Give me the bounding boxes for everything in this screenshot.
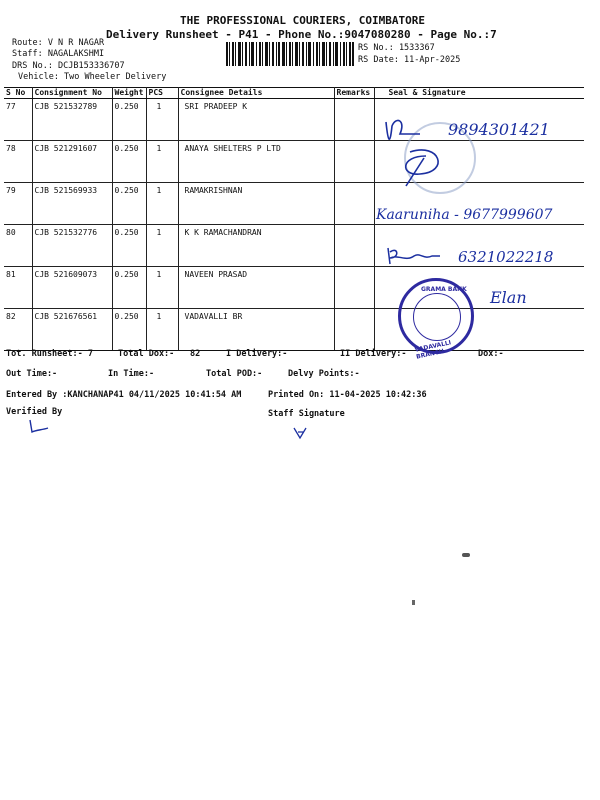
- handwritten-name-row79: Kaaruniha - 9677999607: [376, 207, 553, 223]
- cell-weight: 0.250: [112, 309, 146, 351]
- scan-speck: [462, 553, 470, 557]
- cell-consignee: SRI PRADEEP K: [178, 99, 334, 141]
- col-header-sno: S No: [4, 88, 32, 99]
- cell-sno: 78: [4, 141, 32, 183]
- dox-label: Dox:-: [478, 349, 504, 359]
- cell-consignee: RAMAKRISHNAN: [178, 183, 334, 225]
- cell-consignment: CJB 521532789: [32, 99, 112, 141]
- table-row: [4, 141, 584, 183]
- handwritten-phone-row80: 6321022218: [458, 248, 554, 266]
- barcode-icon: [226, 42, 354, 66]
- cell-consignment: CJB 521609073: [32, 267, 112, 309]
- handwritten-signature-row82: Elan: [490, 288, 527, 307]
- staff-label: Staff: NAGALAKSHMI: [12, 49, 105, 59]
- cell-weight: 0.250: [112, 141, 146, 183]
- verified-by-label: Verified By: [6, 407, 63, 417]
- entered-by: Entered By :KANCHANAP41 04/11/2025 10:41:54 AM: [6, 390, 242, 400]
- drs-number: DRS No.: DCJB153336707: [12, 61, 125, 71]
- col-header-consignee: Consignee Details: [178, 88, 334, 99]
- cell-remarks: [334, 141, 374, 183]
- total-pod-label: Total POD:-: [206, 369, 263, 379]
- cell-sno: 79: [4, 183, 32, 225]
- cell-consignee: VADAVALLI BR: [178, 309, 334, 351]
- staff-signature-label: Staff Signature: [268, 409, 345, 419]
- delvy-points-label: Delvy Points:-: [288, 369, 360, 379]
- handwritten-phone-row77: 9894301421: [448, 120, 550, 139]
- cell-sno: 77: [4, 99, 32, 141]
- ii-delivery-label: II Delivery:-: [340, 349, 407, 359]
- total-runsheet: Tot. Runsheet:- 7: [6, 349, 93, 359]
- total-dox-label: Total Dox:-: [118, 349, 175, 359]
- company-name: THE PROFESSIONAL COURIERS, COIMBATORE: [180, 14, 426, 27]
- cell-pcs: 1: [146, 309, 178, 351]
- bank-seal-stamp-icon: [398, 278, 474, 361]
- cell-remarks: [334, 99, 374, 141]
- vehicle-label: Vehicle: Two Wheeler Delivery: [18, 72, 167, 82]
- col-header-weight: Weight: [112, 88, 146, 99]
- signature-scribble-icon: [384, 244, 444, 268]
- staff-signature-icon: [292, 426, 310, 440]
- col-header-remarks: Remarks: [334, 88, 374, 99]
- scan-speck: [412, 600, 415, 605]
- cell-weight: 0.250: [112, 225, 146, 267]
- cell-remarks: [334, 309, 374, 351]
- printed-on: Printed On: 11-04-2025 10:42:36: [268, 390, 427, 400]
- cell-sno: 80: [4, 225, 32, 267]
- cell-pcs: 1: [146, 99, 178, 141]
- cell-weight: 0.250: [112, 99, 146, 141]
- rs-number: RS No.: 1533367: [358, 43, 435, 53]
- verified-signature-icon: [26, 418, 52, 436]
- cell-consignment: CJB 521676561: [32, 309, 112, 351]
- cell-pcs: 1: [146, 141, 178, 183]
- cell-weight: 0.250: [112, 267, 146, 309]
- col-header-consignment: Consignment No: [32, 88, 112, 99]
- i-delivery-label: I Delivery:-: [226, 349, 288, 359]
- cell-consignment: CJB 521291607: [32, 141, 112, 183]
- stamp-text-top: GRAMA BANK: [421, 286, 467, 293]
- cell-consignee: K K RAMACHANDRAN: [178, 225, 334, 267]
- in-time-label: In Time:-: [108, 369, 155, 379]
- cell-pcs: 1: [146, 267, 178, 309]
- col-header-seal: Seal & Signature: [374, 88, 584, 99]
- cell-consignment: CJB 521532776: [32, 225, 112, 267]
- cell-remarks: [334, 267, 374, 309]
- cell-pcs: 1: [146, 183, 178, 225]
- runsheet-subtitle: Delivery Runsheet - P41 - Phone No.:9047080280 - Page No.:7: [106, 28, 497, 41]
- cell-weight: 0.250: [112, 183, 146, 225]
- out-time-label: Out Time:-: [6, 369, 58, 379]
- rs-date: RS Date: 11-Apr-2025: [358, 55, 461, 65]
- cell-sno: 81: [4, 267, 32, 309]
- total-dox-value: 82: [190, 349, 201, 359]
- table-header-row: [4, 88, 584, 99]
- table-row: [4, 309, 584, 351]
- stamp-text-bottom: VADAVALLI BRANCH: [414, 339, 452, 361]
- cell-pcs: 1: [146, 225, 178, 267]
- cell-remarks: [334, 225, 374, 267]
- cell-remarks: [334, 183, 374, 225]
- cell-sno: 82: [4, 309, 32, 351]
- cell-consignee: ANAYA SHELTERS P LTD: [178, 141, 334, 183]
- route-label: Route: V N R NAGAR: [12, 38, 105, 48]
- cell-consignee: NAVEEN PRASAD: [178, 267, 334, 309]
- col-header-pcs: PCS: [146, 88, 178, 99]
- cell-consignment: CJB 521569933: [32, 183, 112, 225]
